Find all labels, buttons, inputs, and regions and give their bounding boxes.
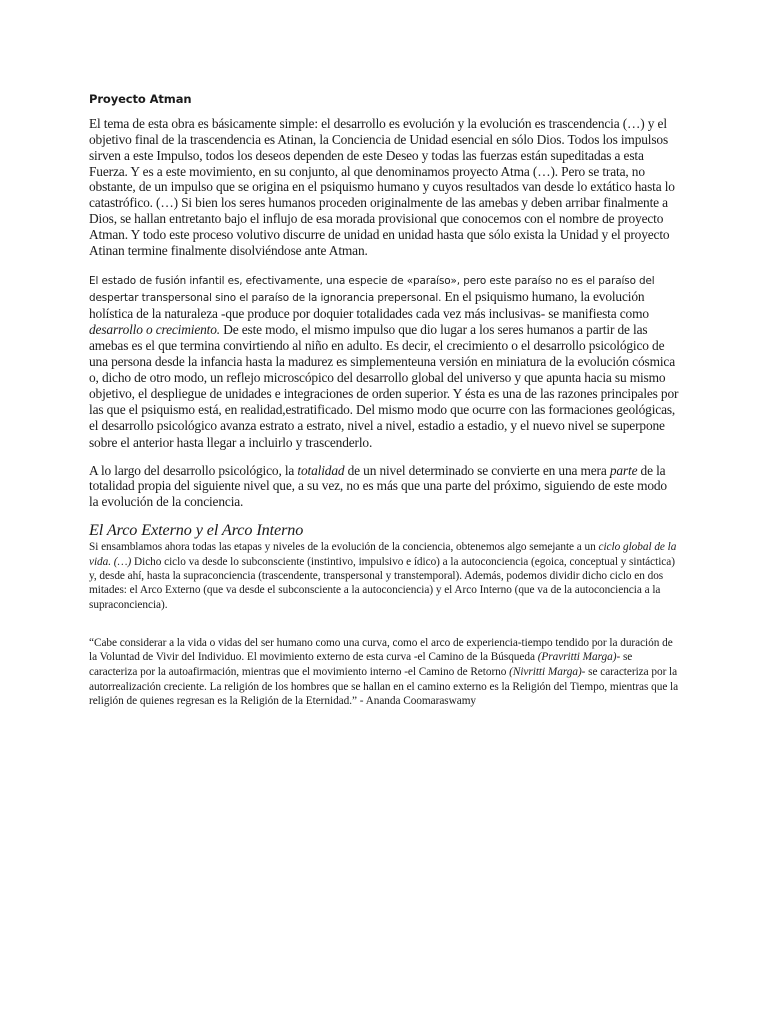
paragraph-2-emphasis: desarrollo o crecimiento.	[89, 321, 220, 337]
document-title: Proyecto Atman	[89, 92, 192, 106]
paragraph-3	[89, 463, 679, 510]
paragraph-4-emphasis: ciclo global de la vida. (…)	[89, 541, 677, 568]
document-page	[89, 92, 679, 709]
quote-paragraph	[89, 636, 679, 709]
section-heading: El Arco Externo y el Arco Interno	[89, 521, 304, 540]
paragraph-2-text-a: En el psiquismo humano, la evolución holística de la naturaleza -que produce por doquier totalidades cada vez más inclusivas- se manifiesta como	[89, 288, 649, 321]
paragraph-2	[89, 272, 679, 451]
quote-emphasis-1: (Pravritti Marga)	[537, 651, 617, 664]
paragraph-3-emphasis-2: parte	[609, 462, 638, 478]
paragraph-3-text-a: A lo largo del desarrollo psicológico, la	[89, 462, 298, 478]
paragraph-4-text-a: Si ensamblamos ahora todas las etapas y niveles de la evolución de la conciencia, obtenemos algo semejante a un	[89, 541, 599, 554]
paragraph-3-emphasis-1: totalidad	[297, 462, 345, 478]
paragraph-4	[89, 540, 679, 611]
quote-text-c: - se caracteriza por la autorrealización creciente. La religión de los hombres que se hallan en el camino externo es la Religión del Tiempo, mientras que la religión de quienes regresan es la Religión de la Eternidad.” - Ananda Coomaraswamy	[89, 666, 679, 708]
paragraph-2-text-b: De este modo, el mismo impulso que dio lugar a los seres humanos a partir de las amebas es el que termina convirtiendo al niño en adulto. Es decir, el crecimiento o el desarrollo psicológico de una persona desde la infancia hasta la madurez es simplementeuna versión en miniatura de la evolución cósmica o, dicho de otro modo, un reflejo microscópico del desarrollo global del universo y que apunta hacia su mismo objetivo, el despliegue de unidades e integraciones de orden superior. Y ésta es una de las razones principales por las que el psiquismo está, en realidad,estratificado. Del mismo modo que ocurre con las formaciones geológicas, el desarrollo psicológico avanza estrato a estrato, nivel a nivel, estadio a estadio, y el nuevo nivel se superpone sobre el anterior hasta llegar a incluirlo y trascenderlo.	[89, 321, 679, 450]
paragraph-3-text-b: de un nivel determinado se convierte en una mera	[344, 462, 610, 478]
paragraph-2-sans-text: El estado de fusión infantil es, efectivamente, una especie de «paraíso», pero este paraíso no es el paraíso del despertar transpersonal sino el paraíso de la ignorancia prepersonal.	[89, 274, 655, 304]
quote-emphasis-2: (Nivritti Marga)	[509, 666, 582, 679]
quote-text-a: “Cabe considerar a la vida o vidas del ser humano como una curva, como el arco de experiencia-tiempo tendido por la duración de la Voluntad de Vivir del Individuo. El movimiento externo de esta curva -el Camino de la Búsqueda	[89, 636, 673, 664]
paragraph-4-text-b: Dicho ciclo va desde lo subconsciente (instintivo, impulsivo e ídico) a la autoconciencia (egoica, conceptual y sintáctica) y, desde ahí, hasta la supraconciencia (trascendente, transpersonal y transtemporal). Además, podemos dividir dicho ciclo en dos mitades: el Arco Externo (que va desde el subconsciente a la autoconciencia) y el Arco Interno (que va de la autoconciencia a la supraconciencia).	[89, 555, 675, 611]
quote-text-b: - se caracteriza por la autoafirmación, mientras que el movimiento interno -el Camino de Retorno	[89, 651, 633, 679]
paragraph-1: El tema de esta obra es básicamente simple: el desarrollo es evolución y la evolución es trascendencia (…) y el objetivo final de la trascendencia es Atinan, la Conciencia de Unidad esencial en sólo Dios. Todos los impulsos sirven a este Impulso, todos los deseos dependen de este Deseo y todas las fuerzas están supeditadas a esta Fuerza. Y es a este movimiento, en su conjunto, al que denominamos proyecto Atma (…). Pero se trata, no obstante, de un impulso que se origina en el psiquismo humano y cuyos resultados van desde lo extático hasta lo catastrófico. (…) Si bien los seres humanos proceden originalmente de las amebas y deben arribar finalmente a Dios, se hallan entretanto bajo el influjo de esa morada provisional que conocemos con el nombre de proyecto Atman. Y todo este proceso volutivo discurre de unidad en unidad hasta que sólo exista la Unidad y el proyecto Atinan termine finalmente disolviéndose ante Atman.	[89, 116, 675, 258]
paragraph-3-text-c: de la totalidad propia del siguiente nivel que, a su vez, no es más que una parte del próximo, siguiendo de este modo la evolución de la conciencia.	[89, 462, 667, 509]
